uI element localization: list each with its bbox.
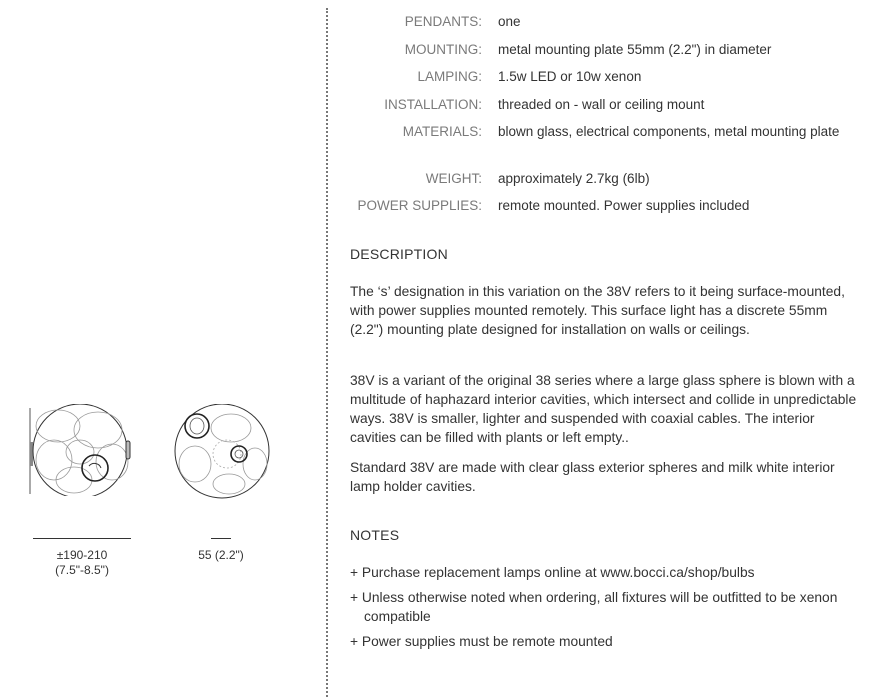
spec-row-mounting xyxy=(350,40,862,68)
note-item: + Purchase replacement lamps online at www.bocci.ca/shop/bulbs xyxy=(350,565,755,580)
spec-value: threaded on - wall or ceiling mount xyxy=(498,96,705,112)
specifications-panel xyxy=(350,0,862,697)
spec-value: blown glass, electrical components, metal mounting plate xyxy=(498,124,840,139)
spec-label: MOUNTING: xyxy=(404,41,482,57)
spec-value: metal mounting plate 55mm (2.2") in diameter xyxy=(498,41,772,57)
spec-label: POWER SUPPLIES: xyxy=(357,198,482,213)
note-item: + Power supplies must be remote mounted xyxy=(350,634,613,649)
side-view-drawing xyxy=(26,404,136,496)
note-item: + Unless otherwise noted when ordering, all fixtures will be outfitted to be xenon compatible xyxy=(350,590,838,624)
spec-label: INSTALLATION: xyxy=(384,96,482,112)
spec-row-pendants xyxy=(350,12,862,40)
front-view-drawing xyxy=(171,404,275,500)
description-paragraph: Standard 38V are made with clear glass exterior spheres and milk white interior lamp holder cavities. xyxy=(350,460,835,494)
spec-row-power-supplies xyxy=(350,196,862,224)
notes-heading: NOTES xyxy=(350,527,400,543)
diameter-dimension-inches: (7.5"-8.5") xyxy=(55,563,109,577)
spec-row-materials xyxy=(350,122,862,169)
spec-table xyxy=(350,12,862,224)
spec-value: approximately 2.7kg (6lb) xyxy=(498,170,650,186)
plate-dimension-label: 55 (2.2") xyxy=(198,548,244,562)
description-paragraph: The ‘s’ designation in this variation on the 38V refers to it being surface-mounted, with power supplies mounted remotely. This surface light has a discrete 55mm (2.2") mounting plate designed for installation on walls or ceilings. xyxy=(350,284,845,337)
spec-label: MATERIALS: xyxy=(402,124,482,139)
spec-label: WEIGHT: xyxy=(425,170,482,186)
drawings-panel xyxy=(0,0,325,697)
spec-value: remote mounted. Power supplies included xyxy=(498,198,750,213)
spec-row-weight xyxy=(350,169,862,197)
description-heading: DESCRIPTION xyxy=(350,246,448,262)
diameter-dimension-mm: ±190-210 xyxy=(56,548,108,562)
spec-value: one xyxy=(498,14,521,29)
spec-label: PENDANTS: xyxy=(404,14,482,29)
dotted-divider xyxy=(326,8,328,697)
spec-value: 1.5w LED or 10w xenon xyxy=(498,69,642,84)
diameter-dimension-line xyxy=(33,538,131,539)
spec-row-lamping xyxy=(350,67,862,95)
description-paragraph: 38V is a variant of the original 38 series where a large glass sphere is blown with a multitude of haphazard interior cavities, which intersect and collide in unpredictable ways. 38V is smaller, lighter and suspended with coaxial cables. The interior cavities can be filled with plants or left empty.. xyxy=(350,373,857,445)
plate-dimension-line xyxy=(211,538,231,539)
spec-row-installation xyxy=(350,95,862,123)
spec-label: LAMPING: xyxy=(417,69,482,84)
